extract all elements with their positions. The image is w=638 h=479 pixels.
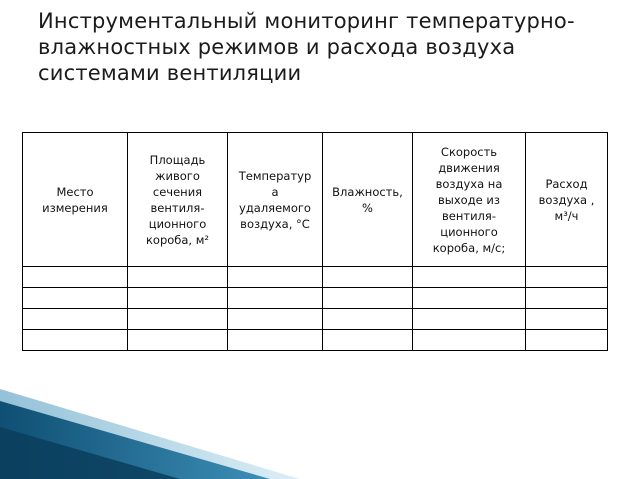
- header-text: Место: [56, 184, 94, 199]
- table-row: [23, 267, 608, 288]
- table-cell[interactable]: [23, 309, 128, 330]
- header-cross-section-area: [128, 133, 228, 267]
- header-text: Влажность,: [332, 184, 403, 199]
- table-cell[interactable]: [323, 330, 413, 351]
- table-cell[interactable]: [526, 288, 608, 309]
- header-air-velocity: [413, 133, 526, 267]
- header-text: а: [271, 184, 279, 199]
- table-cell[interactable]: [128, 267, 228, 288]
- table-cell[interactable]: [23, 267, 128, 288]
- header-air-flow-rate: [526, 133, 608, 267]
- title-line-1: Инструментальный мониторинг температурно-: [38, 9, 575, 33]
- table-cell[interactable]: [323, 309, 413, 330]
- table-cell[interactable]: [23, 288, 128, 309]
- table-row: [23, 288, 608, 309]
- header-text: Расход: [545, 176, 588, 191]
- slide-title: [38, 8, 628, 86]
- header-text: Температур: [238, 168, 312, 183]
- table-cell[interactable]: [128, 288, 228, 309]
- table-row: [23, 330, 608, 351]
- title-line-2: влажностных режимов и расхода воздуха: [38, 35, 516, 59]
- table-cell[interactable]: [526, 309, 608, 330]
- table-cell[interactable]: [228, 309, 323, 330]
- table-cell[interactable]: [323, 288, 413, 309]
- header-text: воздуха на: [435, 176, 503, 191]
- table-cell[interactable]: [23, 330, 128, 351]
- title-line-3: системами вентиляции: [38, 61, 302, 85]
- header-text: вентиля-: [150, 200, 205, 215]
- table-cell[interactable]: [228, 288, 323, 309]
- header-text: ционного: [148, 216, 207, 231]
- header-exhaust-air-temperature: [228, 133, 323, 267]
- table-cell[interactable]: [128, 330, 228, 351]
- table-cell[interactable]: [413, 309, 526, 330]
- table-cell[interactable]: [526, 330, 608, 351]
- header-text: живого: [155, 168, 200, 183]
- table-cell[interactable]: [128, 309, 228, 330]
- table-cell[interactable]: [228, 267, 323, 288]
- table-cell[interactable]: [323, 267, 413, 288]
- table-cell[interactable]: [413, 330, 526, 351]
- table-cell[interactable]: [526, 267, 608, 288]
- header-text: сечения: [152, 184, 203, 199]
- header-text: удаляемого: [239, 200, 311, 215]
- header-text: короба, м/с;: [432, 240, 506, 255]
- header-text: Площадь: [149, 152, 206, 167]
- header-text: %: [362, 200, 373, 215]
- corner-wave-decoration: [0, 389, 300, 479]
- header-text: воздуха, °С: [240, 216, 310, 231]
- header-text: м³/ч: [554, 208, 579, 223]
- table-header-row: [23, 133, 608, 267]
- header-measurement-place: [23, 133, 128, 267]
- header-humidity: [323, 133, 413, 267]
- table-cell[interactable]: [228, 330, 323, 351]
- table-cell[interactable]: [413, 288, 526, 309]
- header-text: движения: [438, 160, 500, 175]
- monitoring-table: [22, 132, 608, 351]
- table-cell[interactable]: [413, 267, 526, 288]
- header-text: ционного: [440, 224, 498, 239]
- header-text: выходе из: [438, 192, 500, 207]
- header-text: воздуха ,: [538, 192, 595, 207]
- header-text: измерения: [42, 200, 108, 215]
- header-text: вентиля-: [442, 208, 496, 223]
- header-text: короба, м²: [145, 232, 210, 247]
- table-row: [23, 309, 608, 330]
- header-text: Скорость: [440, 144, 498, 159]
